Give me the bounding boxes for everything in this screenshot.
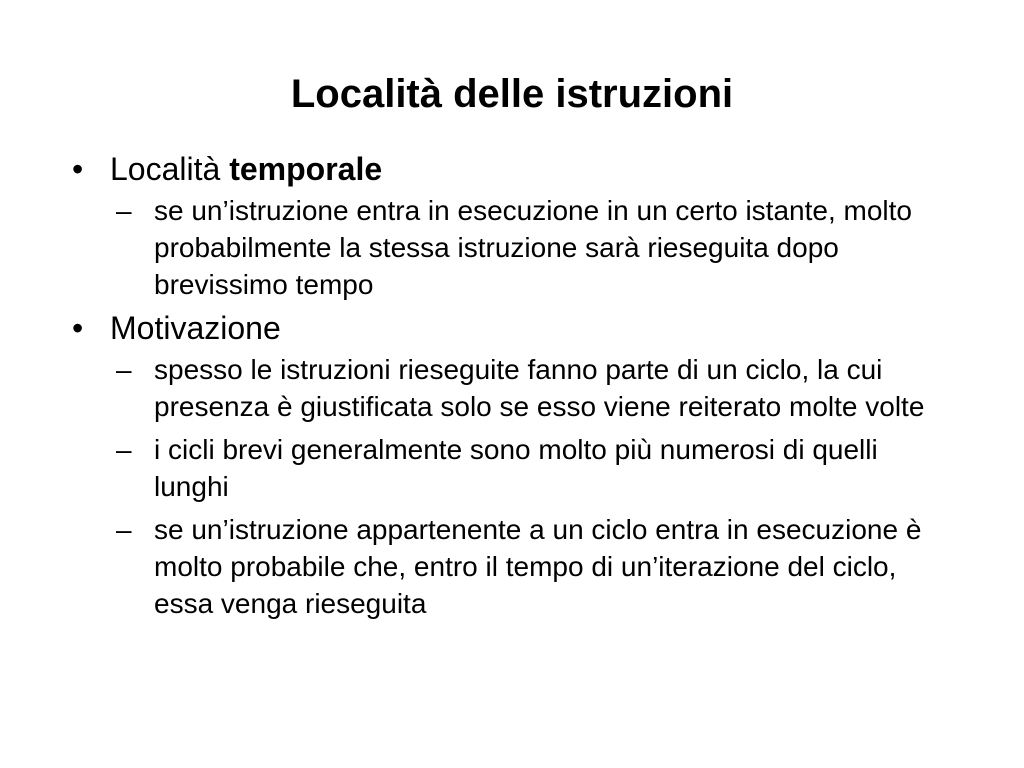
dash-marker: –: [116, 434, 132, 465]
sub-bullet-item: [70, 351, 950, 425]
slide-title: Località delle istruzioni: [290, 72, 734, 116]
bullet-marker: •: [72, 151, 84, 187]
sub-bullet-item: [70, 431, 950, 505]
sub-bullet-text: spesso le istruzioni rieseguite fanno parte di un ciclo, la cui presenza è giustificata solo se esso viene reiterato molte volte: [154, 354, 925, 422]
sub-bullet-text: se un’istruzione appartenente a un ciclo entra in esecuzione è molto probabile che, entro il tempo di un’iterazione del ciclo, essa venga rieseguita: [154, 514, 922, 619]
bullet-group-1: [70, 150, 950, 303]
bullet-label-bold: temporale: [229, 151, 383, 187]
bullet-label-regular: Località: [110, 151, 230, 187]
dash-marker: –: [116, 514, 132, 545]
bullet-item: [70, 309, 950, 347]
sub-bullet-text: i cicli brevi generalmente sono molto più numerosi di quelli lunghi: [154, 434, 878, 502]
bullet-label-regular: Motivazione: [110, 310, 281, 346]
dash-marker: –: [116, 354, 132, 385]
sub-bullet-text: se un’istruzione entra in esecuzione in un certo istante, molto probabilmente la stessa istruzione sarà rieseguita dopo brevissimo tempo: [154, 195, 912, 300]
sub-bullet-item: [70, 511, 950, 622]
bullet-item: [70, 150, 950, 188]
dash-marker: –: [116, 195, 132, 226]
bullet-marker: •: [72, 310, 84, 346]
sub-bullet-item: [70, 192, 950, 303]
slide-content: [70, 150, 950, 628]
bullet-group-2: [70, 309, 950, 622]
